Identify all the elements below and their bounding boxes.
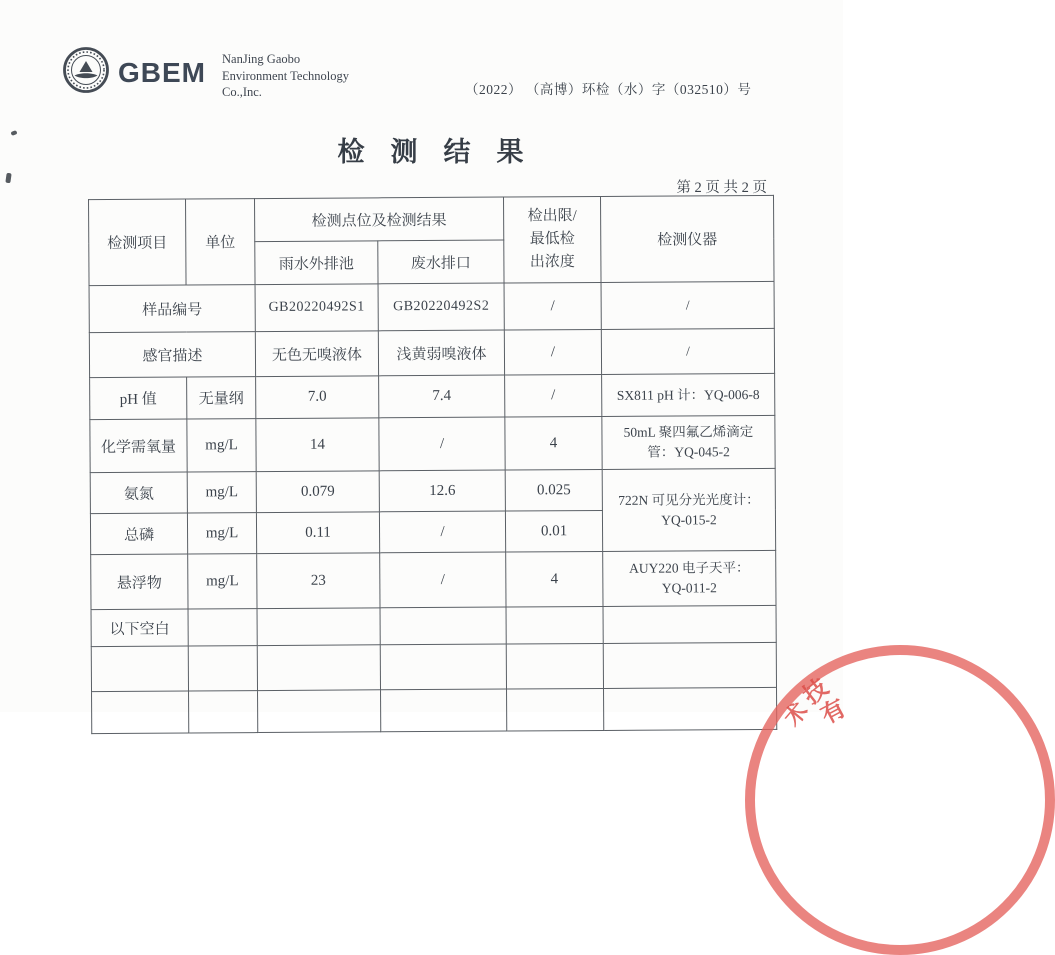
waste-value: / xyxy=(379,511,505,553)
waste-value: 12.6 xyxy=(379,470,505,512)
waste-value: 7.4 xyxy=(379,375,505,418)
rain-value: 无色无嗅液体 xyxy=(255,331,378,377)
row-label: 氨氮 xyxy=(90,472,187,514)
unit-value: 无量纲 xyxy=(187,377,256,419)
unit-value: mg/L xyxy=(187,419,256,472)
instrument-value: / xyxy=(601,281,774,329)
stamp-character: 有 xyxy=(816,695,851,730)
rain-value: 14 xyxy=(256,418,379,472)
row-label: 以下空白 xyxy=(91,609,188,647)
unit-value: mg/L xyxy=(187,472,256,513)
company-name-line: Environment Technology xyxy=(222,68,349,83)
gbem-logo-text: GBEM xyxy=(118,57,206,88)
table-row xyxy=(91,642,776,691)
table-row xyxy=(90,415,775,472)
instrument-value: / xyxy=(601,328,774,374)
table-row xyxy=(91,550,776,609)
company-name-line: NanJing Gaobo xyxy=(222,52,301,66)
col-header-instrument: 检测仪器 xyxy=(601,195,775,282)
instrument-value: SX811 pH 计：YQ-006-8 xyxy=(602,373,775,416)
instrument-value: AUY220 电子天平： YQ-011-2 xyxy=(603,550,776,606)
row-label: 样品编号 xyxy=(89,285,255,333)
limit-value: / xyxy=(504,329,601,375)
table-row xyxy=(92,687,777,733)
company-name-line: Co.,Inc. xyxy=(222,85,262,99)
row-label: 感官描述 xyxy=(89,332,255,378)
row-label: 化学需氧量 xyxy=(90,419,187,473)
company-name xyxy=(222,51,349,101)
table-row xyxy=(90,468,775,513)
rain-value: 0.079 xyxy=(256,471,379,513)
stamp-character: 术 xyxy=(779,697,813,731)
waste-value: / xyxy=(380,552,506,608)
limit-value: 0.025 xyxy=(505,469,602,511)
col-header-unit: 单位 xyxy=(186,199,256,285)
ink-speck xyxy=(5,173,11,184)
limit-value: / xyxy=(505,374,602,417)
table-row xyxy=(89,328,774,377)
stamp-character: 技 xyxy=(798,674,834,710)
gbem-seal-icon xyxy=(62,46,110,94)
waste-value: / xyxy=(379,417,505,471)
col-header-item: 检测项目 xyxy=(89,199,187,286)
row-label: pH 值 xyxy=(90,377,187,420)
document-number: （2022） （高博）环检（水）字（032510）号 xyxy=(465,82,752,97)
instrument-value: 722N 可见分光光度计： YQ-015-2 xyxy=(602,468,775,551)
ink-speck xyxy=(10,130,17,136)
table-row xyxy=(91,605,776,646)
instrument-value: 50mL 聚四氟乙烯滴定 管：YQ-045-2 xyxy=(602,415,775,469)
col-header-rainwater-outlet: 雨水外排池 xyxy=(255,241,378,285)
rain-value: 0.11 xyxy=(256,512,379,554)
row-label: 总磷 xyxy=(90,513,187,555)
col-header-points-group: 检测点位及检测结果 xyxy=(255,197,504,242)
row-label: 悬浮物 xyxy=(91,554,188,610)
rain-value: GB20220492S1 xyxy=(255,284,378,332)
limit-value: 0.01 xyxy=(505,510,602,552)
table-row xyxy=(89,281,774,332)
page-title: 检测结果 xyxy=(337,137,550,167)
limit-value: / xyxy=(504,282,601,330)
waste-value: 浅黄弱嗅液体 xyxy=(378,330,504,376)
table-row xyxy=(90,373,775,419)
rain-value: 23 xyxy=(257,553,380,609)
col-header-detection-limit: 检出限/ 最低检 出浓度 xyxy=(504,196,602,283)
limit-value: 4 xyxy=(505,416,602,470)
results-table xyxy=(88,195,776,734)
waste-value: GB20220492S2 xyxy=(378,283,504,331)
col-header-wastewater-outlet: 废水排口 xyxy=(378,240,504,284)
limit-value: 4 xyxy=(506,551,603,607)
page-indicator: 第 2 页 共 2 页 xyxy=(676,180,767,196)
stamp-ring xyxy=(745,645,1055,955)
unit-value: mg/L xyxy=(187,513,256,554)
rain-value: 7.0 xyxy=(256,376,379,419)
unit-value: mg/L xyxy=(188,554,257,609)
